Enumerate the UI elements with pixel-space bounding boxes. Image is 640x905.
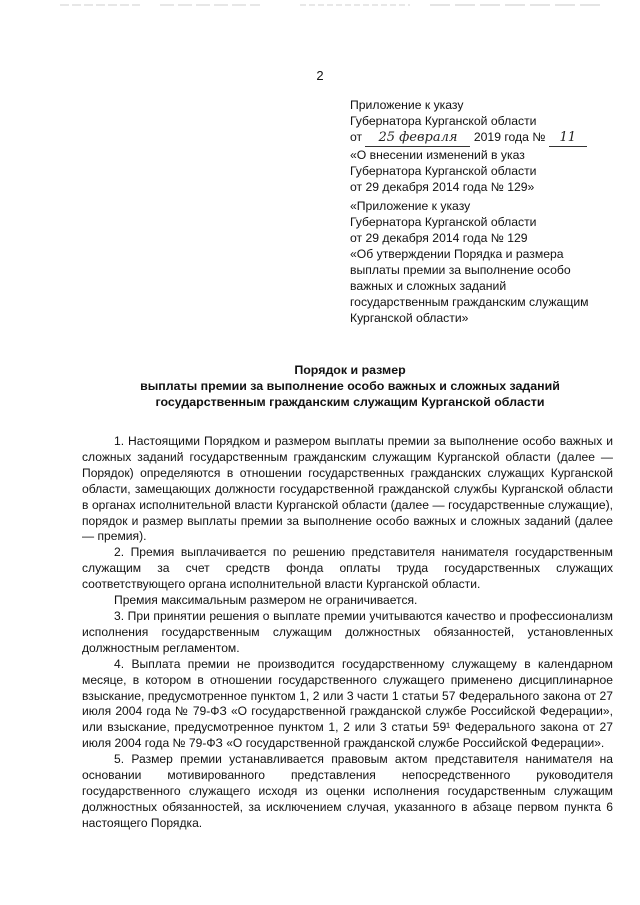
annex-line: государственным гражданским служащим bbox=[350, 295, 589, 309]
annex-line: «Об утверждении Порядка и размера bbox=[350, 247, 564, 261]
document-title bbox=[70, 362, 630, 410]
page-number: 2 bbox=[316, 68, 324, 83]
annex-line: от 29 декабря 2014 года № 129 bbox=[350, 231, 528, 245]
annex-line: выплаты премии за выполнение особо bbox=[350, 263, 571, 277]
scan-artifact-top-line bbox=[0, 3, 640, 7]
annex-line: Приложение к указу bbox=[350, 98, 464, 112]
annex-date-line bbox=[350, 129, 635, 147]
annex-block-amending-decree bbox=[350, 97, 635, 195]
annex-line: Губернатора Курганской области bbox=[350, 164, 537, 178]
handwritten-number: 11 bbox=[549, 129, 587, 147]
from-prefix: от bbox=[350, 130, 363, 144]
annex-block-original-decree bbox=[350, 198, 635, 326]
annex-line: Губернатора Курганской области bbox=[350, 215, 537, 229]
title-line: государственным гражданским служащим Курганской области bbox=[155, 395, 545, 409]
handwritten-date: 25 февраля bbox=[365, 129, 470, 147]
paragraph-4: 4. Выплата премии не производится государственному служащему в календарном месяце, в котором в отношении государственного служащего применено дисциплинарное взыскание, предусмотренное пунктом 1, 2 или 3 части 1 статьи 57 Федерального закона от 27 июля 2004 года № 79-ФЗ «О государственной гражданской службе Российской Федерации», или взыскание, предусмотренное пунктом 1, 2 или 3 статьи 59¹ Федерального закона от 27 июля 2004 года № 79-ФЗ «О государственной гражданской службе Российской Федерации». bbox=[82, 656, 613, 751]
title-line: Порядок и размер bbox=[294, 363, 406, 377]
paragraph-2-note: Премия максимальным размером не ограничивается. bbox=[114, 593, 418, 608]
year-and-number-label: 2019 года № bbox=[473, 130, 546, 144]
paragraph-2: 2. Премия выплачивается по решению представителя нанимателя государственным служащим за счет средств фонда оплаты труда государственных служащих соответствующего органа исполнительной власти Курганской области. bbox=[82, 545, 613, 592]
annex-line: важных и сложных заданий bbox=[350, 279, 507, 293]
annex-line: «О внесении изменений в указ bbox=[350, 148, 525, 162]
annex-line: от 29 декабря 2014 года № 129» bbox=[350, 180, 535, 194]
document-body bbox=[82, 434, 613, 832]
title-line: выплаты премии за выполнение особо важных и сложных заданий bbox=[140, 379, 560, 393]
annex-line: «Приложение к указу bbox=[350, 199, 471, 213]
annex-line: Курганской области» bbox=[350, 311, 469, 325]
paragraph-5: 5. Размер премии устанавливается правовым актом представителя нанимателя на основании мотивированного представления непосредственного руководителя государственного служащего исходя из оценки исполнения государственным служащим должностных обязанностей, за исключением случая, указанного в абзаце первом пункта 6 настоящего Порядка. bbox=[82, 752, 613, 830]
paragraph-1: 1. Настоящими Порядком и размером выплаты премии за выполнение особо важных и сложных заданий государственным гражданским служащим Курганской области (далее — Порядок) определяются в отношении государственных гражданских служащих Курганской области, замещающих должности государственной гражданской службы Курганской области в органах исполнительной власти Курганской области (далее — государственные служащие), порядок и размер выплаты премии за выполнение особо важных и сложных заданий (далее — премия). bbox=[82, 434, 613, 544]
annex-line: Губернатора Курганской области bbox=[350, 114, 537, 128]
paragraph-3: 3. При принятии решения о выплате премии учитываются качество и профессионализм исполнения государственным служащим должностных обязанностей, установленных должностным регламентом. bbox=[82, 608, 613, 655]
